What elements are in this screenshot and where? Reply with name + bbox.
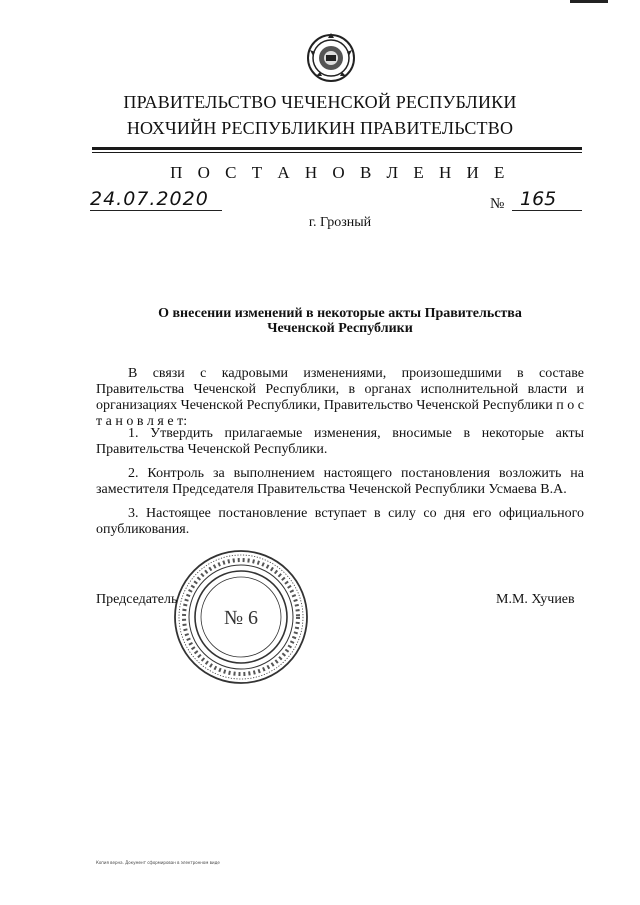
government-name-russian: ПРАВИТЕЛЬСТВО ЧЕЧЕНСКОЙ РЕСПУБЛИКИ <box>123 92 517 112</box>
top-edge-mark <box>570 0 608 3</box>
document-number-label: № <box>490 196 505 212</box>
header-divider-thick <box>92 147 582 150</box>
preamble-paragraph: В связи с кадровыми изменениями, произошедшими в составе Правительства Чеченской Республики, в органах исполнительной власти и организациях Чеченской Республики, Правительство Чеченской Республики п о с т а н о в л я е т: <box>96 366 584 429</box>
document-number: 165 <box>520 188 557 210</box>
clause-3-paragraph: 3. Настоящее постановление вступает в силу со дня его официального опубликования. <box>96 506 584 537</box>
coat-of-arms-icon <box>306 30 356 86</box>
clause-1-paragraph: 1. Утвердить прилагаемые изменения, вносимые в некоторые акты Правительства Чеченской Республики. <box>96 426 584 457</box>
government-name-chechen: НОХЧИЙН РЕСПУБЛИКИН ПРАВИТЕЛЬСТВО <box>126 118 514 138</box>
document-city: г. Грозный <box>308 215 372 230</box>
header-divider-thin <box>92 152 582 153</box>
date-underline <box>90 210 222 211</box>
number-underline <box>512 210 582 211</box>
clause-2-paragraph: 2. Контроль за выполнением настоящего постановления возложить на заместителя Председателя Правительства Чеченской Республики Усмаева В.А. <box>96 466 584 497</box>
signatory-name: М.М. Хучиев <box>496 592 575 607</box>
document-type: П О С Т А Н О В Л Е Н И Е <box>170 163 510 182</box>
document-title <box>130 306 550 336</box>
footer-note: Копия верна. Документ сформирован в электронном виде <box>96 860 220 865</box>
document-title-line2: Чеченской Республики <box>267 321 413 336</box>
document-date: 24.07.2020 <box>90 188 209 210</box>
signatory-position: Председатель <box>96 592 178 607</box>
stamp-number: № 6 <box>223 607 259 629</box>
official-seal-stamp <box>172 548 310 686</box>
document-title-line1: О внесении изменений в некоторые акты Правительства <box>158 306 522 321</box>
